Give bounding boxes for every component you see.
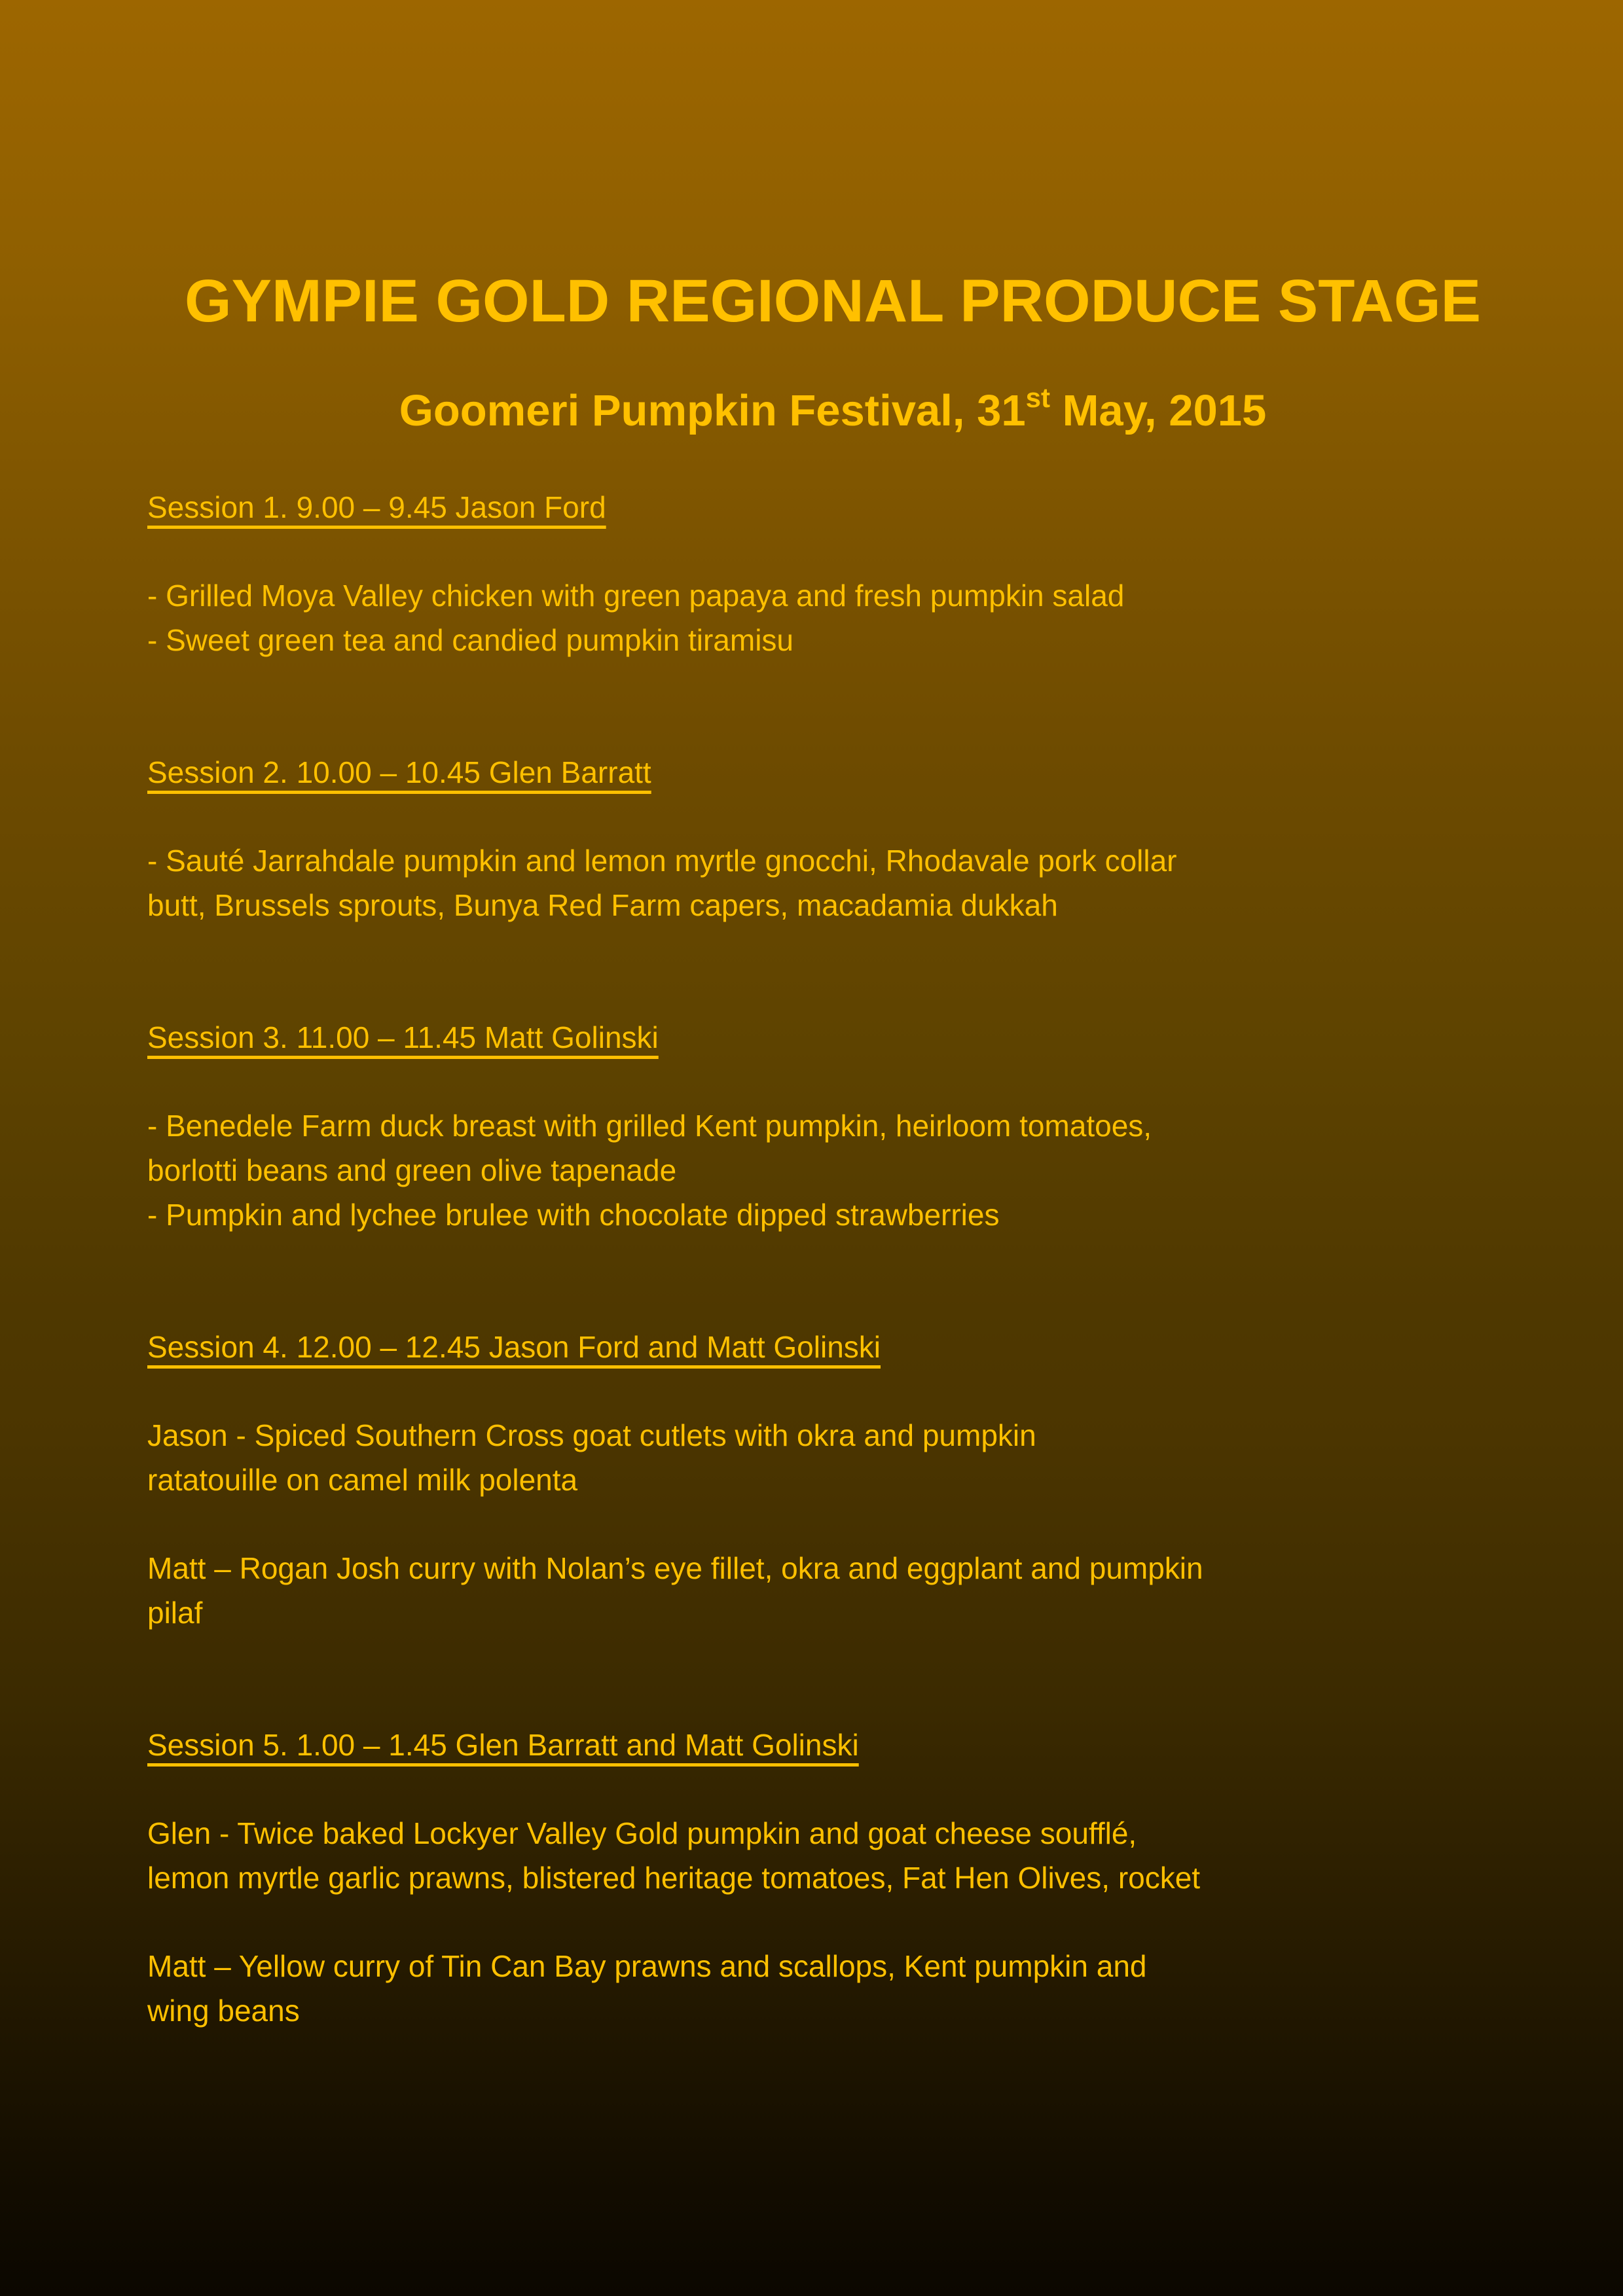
menu-line: - Grilled Moya Valley chicken with green papaya and fresh pumpkin salad [147,579,1125,613]
menu-line: - Sauté Jarrahdale pumpkin and lemon myrtle gnocchi, Rhodavale pork collar [147,844,1177,878]
session-1-heading [147,485,1518,529]
session-4 [147,1325,1518,1635]
menu-line: - Benedele Farm duck breast with grilled Kent pumpkin, heirloom tomatoes, [147,1109,1152,1143]
menu-line: - Sweet green tea and candied pumpkin tiramisu [147,623,794,657]
session-2-heading-text: Session 2. 10.00 – 10.45 Glen Barratt [147,755,651,789]
menu-line: borlotti beans and green olive tapenade [147,1153,677,1187]
session-5-glen-menu [147,1811,1518,1900]
session-2 [147,750,1518,927]
menu-line: Matt – Rogan Josh curry with Nolan’s eye fillet, okra and eggplant and pumpkin [147,1551,1203,1585]
session-5 [147,1723,1518,2033]
menu-line: wing beans [147,1994,300,2028]
menu-line: Jason - Spiced Southern Cross goat cutlets with okra and pumpkin [147,1418,1036,1452]
session-4-heading-text: Session 4. 12.00 – 12.45 Jason Ford and Matt Golinski [147,1330,881,1364]
session-5-matt-menu [147,1944,1518,2033]
menu-line: ratatouille on camel milk polenta [147,1463,578,1497]
session-4-matt-menu [147,1546,1518,1635]
session-list [147,485,1518,2033]
subtitle-superscript: st [1025,382,1050,413]
session-3 [147,1015,1518,1237]
menu-line: Glen - Twice baked Lockyer Valley Gold pumpkin and goat cheese soufflé, [147,1816,1137,1850]
subtitle-date: May, 2015 [1050,386,1267,435]
session-4-heading [147,1325,1518,1369]
menu-line: - Pumpkin and lychee brulee with chocolate dipped strawberries [147,1198,1000,1232]
session-5-heading [147,1723,1518,1767]
subtitle [147,384,1518,443]
session-2-heading [147,750,1518,795]
session-3-heading-text: Session 3. 11.00 – 11.45 Matt Golinski [147,1020,659,1054]
session-3-heading [147,1015,1518,1060]
page-title: GYMPIE GOLD REGIONAL PRODUCE STAGE [185,268,1481,334]
session-2-menu [147,838,1518,927]
session-4-jason-menu [147,1413,1518,1502]
menu-line: butt, Brussels sprouts, Bunya Red Farm capers, macadamia dukkah [147,888,1058,922]
session-5-heading-text: Session 5. 1.00 – 1.45 Glen Barratt and Matt Golinski [147,1728,859,1762]
menu-line: Matt – Yellow curry of Tin Can Bay prawns and scallops, Kent pumpkin and [147,1949,1147,1983]
session-1 [147,485,1518,662]
session-1-heading-text: Session 1. 9.00 – 9.45 Jason Ford [147,490,606,524]
menu-line: pilaf [147,1596,203,1630]
subtitle-text: Goomeri Pumpkin Festival, 31 [399,386,1026,435]
session-1-menu [147,573,1518,662]
session-3-menu [147,1103,1518,1237]
menu-line: lemon myrtle garlic prawns, blistered heritage tomatoes, Fat Hen Olives, rocket [147,1861,1201,1895]
